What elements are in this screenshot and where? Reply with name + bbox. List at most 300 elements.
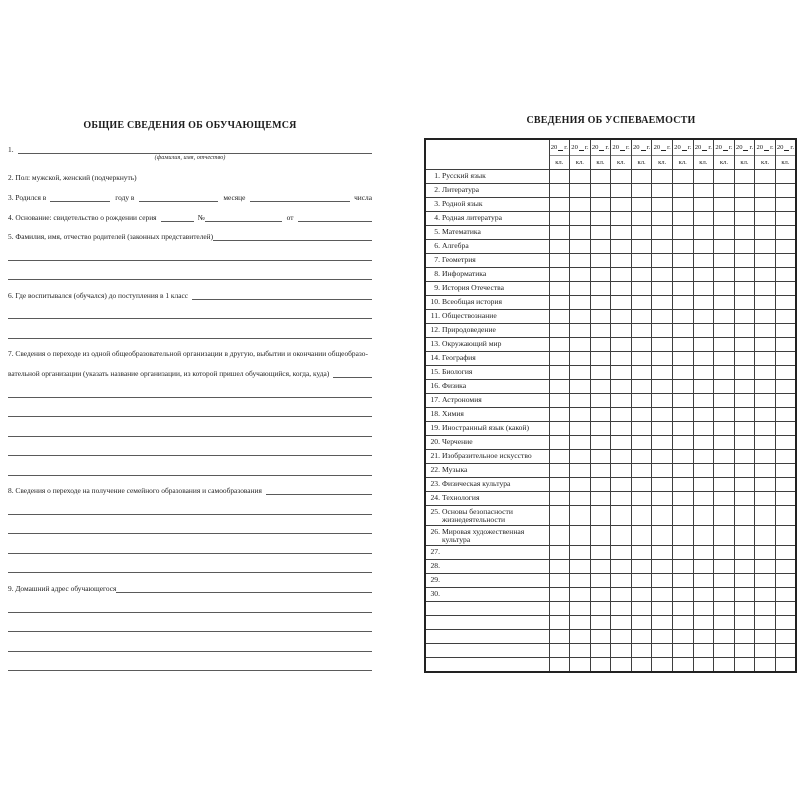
blank-write-row xyxy=(8,593,372,613)
grade-cell xyxy=(590,184,611,198)
subject-number: 5. xyxy=(434,226,440,236)
grade-cell xyxy=(734,282,755,296)
write-line xyxy=(8,650,372,652)
grade-cell xyxy=(570,338,591,352)
grade-cell xyxy=(693,602,714,616)
grade-cell xyxy=(775,366,796,380)
field-label: № xyxy=(197,212,205,222)
year-write-line xyxy=(661,145,666,151)
grade-cell xyxy=(714,226,735,240)
grade-cell xyxy=(775,184,796,198)
grade-cell xyxy=(570,644,591,658)
write-line xyxy=(50,200,110,202)
subject-name: Литература xyxy=(442,184,480,194)
grade-cell xyxy=(714,366,735,380)
grade-cell xyxy=(611,616,632,630)
grade-cell xyxy=(755,436,776,450)
blank-lines-group xyxy=(8,378,372,476)
subject-name: Физика xyxy=(442,380,467,390)
grade-cell xyxy=(672,380,693,394)
grade-cell xyxy=(714,588,735,602)
grade-cell xyxy=(672,324,693,338)
grade-cell xyxy=(652,366,673,380)
blank-write-row xyxy=(8,417,372,437)
write-line xyxy=(213,239,372,241)
write-line xyxy=(8,415,372,417)
subject-name: Основы безопасности жизнедеятельности xyxy=(442,506,513,525)
grade-cell xyxy=(672,450,693,464)
grade-cell xyxy=(775,526,796,546)
subject-label-cell xyxy=(425,408,549,422)
grade-cell xyxy=(590,422,611,436)
grade-cell xyxy=(755,310,776,324)
grade-cell xyxy=(549,310,570,324)
class-label: кл. xyxy=(760,158,770,166)
grade-cell xyxy=(714,574,735,588)
grade-cell xyxy=(631,602,652,616)
grade-cell xyxy=(590,282,611,296)
blank-lines-group xyxy=(8,300,372,339)
grade-cell xyxy=(652,380,673,394)
field-label: 8. Сведения о переходе на получение семейного образования и самообразования xyxy=(8,486,262,496)
grade-cell xyxy=(775,506,796,526)
subject-number: 13. xyxy=(430,338,440,348)
grade-cell xyxy=(590,366,611,380)
grade-cell xyxy=(693,338,714,352)
write-line xyxy=(139,200,218,202)
grade-cell xyxy=(590,602,611,616)
grade-cell xyxy=(672,464,693,478)
year-label: 20 г. xyxy=(673,141,693,156)
year-write-line xyxy=(764,145,769,151)
grade-cell xyxy=(631,616,652,630)
grade-cell xyxy=(734,602,755,616)
grade-cell xyxy=(672,560,693,574)
grade-cell xyxy=(570,478,591,492)
grade-cell xyxy=(693,380,714,394)
subject-row xyxy=(425,324,796,338)
subject-label-cell xyxy=(425,282,549,296)
year-write-line xyxy=(784,145,789,151)
grade-cell xyxy=(714,324,735,338)
field-label: году в xyxy=(115,193,135,203)
grade-cell xyxy=(693,254,714,268)
year-label: 20 г. xyxy=(570,141,590,156)
grade-cell xyxy=(611,268,632,282)
subject-row xyxy=(425,450,796,464)
grade-cell xyxy=(549,240,570,254)
grade-cell xyxy=(652,506,673,526)
grade-cell xyxy=(672,422,693,436)
grade-cell xyxy=(631,310,652,324)
subject-label-cell xyxy=(425,254,549,268)
field-birth-certificate xyxy=(8,202,372,222)
grade-cell xyxy=(693,352,714,366)
year-label: 20 г. xyxy=(735,141,755,156)
grade-cell xyxy=(775,492,796,506)
grade-cell xyxy=(652,560,673,574)
grade-cell xyxy=(693,366,714,380)
grade-cell xyxy=(631,296,652,310)
grade-cell xyxy=(631,324,652,338)
grade-cell xyxy=(611,254,632,268)
grade-cell xyxy=(714,658,735,673)
subject-row xyxy=(425,254,796,268)
subject-name: Черчение xyxy=(442,436,473,446)
grade-cell xyxy=(775,268,796,282)
grade-cell xyxy=(611,380,632,394)
subject-number: 7. xyxy=(434,254,440,264)
year-column-header xyxy=(672,139,693,170)
subject-number: 9. xyxy=(434,282,440,292)
grade-cell xyxy=(652,268,673,282)
year-label: 20 г. xyxy=(611,141,631,156)
year-column-header xyxy=(590,139,611,170)
grade-cell xyxy=(714,560,735,574)
class-label: кл. xyxy=(719,158,728,166)
subject-label-cell xyxy=(425,226,549,240)
grade-cell xyxy=(570,352,591,366)
grade-cell xyxy=(714,338,735,352)
subject-number: 11. xyxy=(430,310,440,320)
subject-number: 16. xyxy=(430,380,440,390)
grade-cell xyxy=(693,310,714,324)
grade-cell xyxy=(611,422,632,436)
grade-cell xyxy=(570,602,591,616)
subject-label-cell xyxy=(425,338,549,352)
grade-cell xyxy=(693,394,714,408)
field-parents-names xyxy=(8,222,372,242)
subject-number: 8. xyxy=(434,268,440,278)
subject-row xyxy=(425,422,796,436)
grade-cell xyxy=(590,170,611,184)
grade-cell xyxy=(652,464,673,478)
subject-number: 2. xyxy=(434,184,440,194)
field-label: 3. Родился в xyxy=(8,193,47,203)
grade-cell xyxy=(611,450,632,464)
grade-cell xyxy=(755,478,776,492)
subject-label-cell xyxy=(425,616,549,630)
grade-cell xyxy=(631,394,652,408)
grade-cell xyxy=(652,546,673,560)
grade-cell xyxy=(734,464,755,478)
subject-name: Алгебра xyxy=(442,240,469,250)
year-column-header xyxy=(693,139,714,170)
subject-number: 3. xyxy=(434,198,440,208)
grade-cell xyxy=(631,546,652,560)
subject-row xyxy=(425,616,796,630)
grade-cell xyxy=(714,478,735,492)
subject-row xyxy=(425,630,796,644)
grade-cell xyxy=(755,394,776,408)
subject-row xyxy=(425,170,796,184)
right-page-title: СВЕДЕНИЯ ОБ УСПЕВАЕМОСТИ xyxy=(526,115,696,126)
subject-label-cell xyxy=(425,588,549,602)
subject-name: Мировая художественная культура xyxy=(442,526,525,545)
grade-cell xyxy=(570,464,591,478)
full-name-caption: (фамилия, имя, отчество) xyxy=(154,153,226,161)
grade-cell xyxy=(631,254,652,268)
grade-cell xyxy=(672,212,693,226)
grade-cell xyxy=(734,394,755,408)
grade-cell xyxy=(775,602,796,616)
blank-write-row xyxy=(8,261,372,281)
grade-cell xyxy=(631,436,652,450)
subject-number: 29. xyxy=(430,574,440,584)
grade-cell xyxy=(672,254,693,268)
grade-cell xyxy=(775,226,796,240)
grade-cell xyxy=(570,198,591,212)
grade-cell xyxy=(734,588,755,602)
subject-label-cell xyxy=(425,630,549,644)
grade-cell xyxy=(631,198,652,212)
blank-write-row xyxy=(8,300,372,320)
grade-cell xyxy=(590,630,611,644)
blank-write-row xyxy=(8,554,372,574)
grade-cell xyxy=(652,492,673,506)
grade-cell xyxy=(652,478,673,492)
subject-number: 10. xyxy=(430,296,440,306)
grade-cell xyxy=(672,478,693,492)
grades-table xyxy=(424,138,797,673)
class-label: кл. xyxy=(616,158,626,166)
write-line xyxy=(8,278,372,280)
grade-cell xyxy=(611,658,632,673)
grade-cell xyxy=(570,296,591,310)
grade-cell xyxy=(775,394,796,408)
blank-write-row xyxy=(8,534,372,554)
grade-cell xyxy=(693,408,714,422)
grade-cell xyxy=(570,226,591,240)
grade-cell xyxy=(549,450,570,464)
grade-cell xyxy=(652,170,673,184)
grade-cell xyxy=(631,588,652,602)
year-column-header xyxy=(755,139,776,170)
grade-cell xyxy=(549,658,570,673)
subject-name: Родная литература xyxy=(442,212,502,222)
subject-number: 24. xyxy=(430,492,440,502)
field-prior-education xyxy=(8,280,372,300)
grade-cell xyxy=(652,212,673,226)
grade-cell xyxy=(570,546,591,560)
grade-cell xyxy=(570,184,591,198)
subject-number: 25. xyxy=(430,506,440,516)
grade-cell xyxy=(631,408,652,422)
subject-number: 28. xyxy=(430,560,440,570)
grade-cell xyxy=(714,450,735,464)
grade-cell xyxy=(611,170,632,184)
grade-cell xyxy=(631,450,652,464)
grade-cell xyxy=(631,268,652,282)
grade-cell xyxy=(611,198,632,212)
grade-cell xyxy=(570,492,591,506)
grade-cell xyxy=(755,324,776,338)
table-header-row xyxy=(425,139,796,170)
grade-cell xyxy=(652,198,673,212)
write-line xyxy=(8,435,372,437)
grade-cell xyxy=(775,450,796,464)
grade-cell xyxy=(734,380,755,394)
field-label: 5. Фамилия, имя, отчество родителей (законных представителей) xyxy=(8,232,214,242)
grade-cell xyxy=(693,574,714,588)
class-label: кл. xyxy=(678,158,687,166)
grade-cell xyxy=(775,170,796,184)
subject-row xyxy=(425,506,796,526)
grade-cell xyxy=(714,422,735,436)
subject-label-cell xyxy=(425,560,549,574)
subject-label-cell xyxy=(425,240,549,254)
subject-row xyxy=(425,352,796,366)
year-column-header xyxy=(734,139,755,170)
subject-name: Информатика xyxy=(442,268,487,278)
grade-cell xyxy=(714,394,735,408)
write-line xyxy=(8,669,372,671)
grade-cell xyxy=(734,240,755,254)
subject-number: 27. xyxy=(430,546,440,556)
grade-cell xyxy=(734,450,755,464)
grade-cell xyxy=(714,254,735,268)
year-label: 20 г. xyxy=(591,141,611,156)
subjects-header-cell xyxy=(425,139,549,170)
field-home-address xyxy=(8,573,372,593)
field-number: 1. xyxy=(8,144,14,154)
grade-cell xyxy=(714,282,735,296)
grade-cell xyxy=(693,422,714,436)
grade-cell xyxy=(652,644,673,658)
grade-cell xyxy=(714,506,735,526)
write-line xyxy=(8,552,372,554)
blank-write-row xyxy=(8,652,372,672)
grade-cell xyxy=(693,630,714,644)
blank-lines-group xyxy=(8,593,372,671)
subject-label-cell xyxy=(425,212,549,226)
grade-cell xyxy=(755,658,776,673)
grade-cell xyxy=(549,394,570,408)
grade-cell xyxy=(631,170,652,184)
subject-row xyxy=(425,310,796,324)
grade-cell xyxy=(714,352,735,366)
blank-write-row xyxy=(8,495,372,515)
year-column-header xyxy=(775,139,796,170)
grade-cell xyxy=(693,546,714,560)
grade-cell xyxy=(549,436,570,450)
grade-cell xyxy=(714,268,735,282)
grade-cell xyxy=(570,366,591,380)
grade-cell xyxy=(672,394,693,408)
subject-label-cell xyxy=(425,324,549,338)
field-label: вательной организации (указать название организации, из которой пришел обучающийся, когда, куда) xyxy=(8,368,330,378)
grade-cell xyxy=(570,408,591,422)
grade-cell xyxy=(734,310,755,324)
subject-row xyxy=(425,282,796,296)
grade-cell xyxy=(734,526,755,546)
subject-label-cell xyxy=(425,644,549,658)
grade-cell xyxy=(652,254,673,268)
subject-number: 12. xyxy=(430,324,440,334)
subject-row xyxy=(425,268,796,282)
grade-cell xyxy=(590,574,611,588)
subject-label-cell xyxy=(425,546,549,560)
grade-cell xyxy=(734,338,755,352)
grade-cell xyxy=(652,240,673,254)
grade-cell xyxy=(693,560,714,574)
write-line xyxy=(8,571,372,573)
grade-cell xyxy=(755,602,776,616)
grade-cell xyxy=(631,560,652,574)
grade-cell xyxy=(714,310,735,324)
subject-label-cell xyxy=(425,450,549,464)
grade-cell xyxy=(631,212,652,226)
write-line xyxy=(250,200,350,202)
subject-name: Математика xyxy=(442,226,481,236)
grade-cell xyxy=(590,226,611,240)
grade-cell xyxy=(611,526,632,546)
grade-cell xyxy=(755,644,776,658)
grade-cell xyxy=(714,526,735,546)
subject-label-cell xyxy=(425,574,549,588)
grade-cell xyxy=(714,212,735,226)
grade-cell xyxy=(590,450,611,464)
grade-cell xyxy=(590,380,611,394)
subject-number: 20. xyxy=(430,436,440,446)
class-label: кл. xyxy=(740,158,749,166)
grade-cell xyxy=(611,212,632,226)
subject-row xyxy=(425,240,796,254)
grade-cell xyxy=(549,198,570,212)
grade-cell xyxy=(775,658,796,673)
subject-label-cell xyxy=(425,184,549,198)
write-line xyxy=(161,220,194,222)
grade-cell xyxy=(672,184,693,198)
subject-row xyxy=(425,408,796,422)
subject-row xyxy=(425,338,796,352)
grade-cell xyxy=(652,602,673,616)
grade-cell xyxy=(714,630,735,644)
subject-label-cell xyxy=(425,478,549,492)
grade-cell xyxy=(549,254,570,268)
grade-cell xyxy=(549,380,570,394)
year-write-line xyxy=(743,145,748,151)
blank-lines-group xyxy=(8,495,372,573)
grade-cell xyxy=(549,226,570,240)
grade-cell xyxy=(590,198,611,212)
year-label: 20 г. xyxy=(694,141,714,156)
grade-cell xyxy=(570,212,591,226)
year-write-line xyxy=(723,145,728,151)
grade-cell xyxy=(672,588,693,602)
grade-cell xyxy=(631,644,652,658)
subject-label-cell xyxy=(425,198,549,212)
grade-cell xyxy=(775,560,796,574)
subject-row xyxy=(425,394,796,408)
grade-cell xyxy=(631,366,652,380)
subject-name: Природоведение xyxy=(442,324,496,334)
grade-cell xyxy=(672,282,693,296)
grade-cell xyxy=(611,240,632,254)
year-label: 20 г. xyxy=(652,141,672,156)
subject-number: 30. xyxy=(430,588,440,598)
grade-cell xyxy=(755,464,776,478)
write-line xyxy=(8,630,372,632)
grade-cell xyxy=(590,352,611,366)
grade-cell xyxy=(755,296,776,310)
grade-cell xyxy=(693,240,714,254)
subject-name: Физическая культура xyxy=(442,478,511,488)
grade-cell xyxy=(570,268,591,282)
subject-number: 23. xyxy=(430,478,440,488)
grade-cell xyxy=(755,560,776,574)
grade-cell xyxy=(672,310,693,324)
